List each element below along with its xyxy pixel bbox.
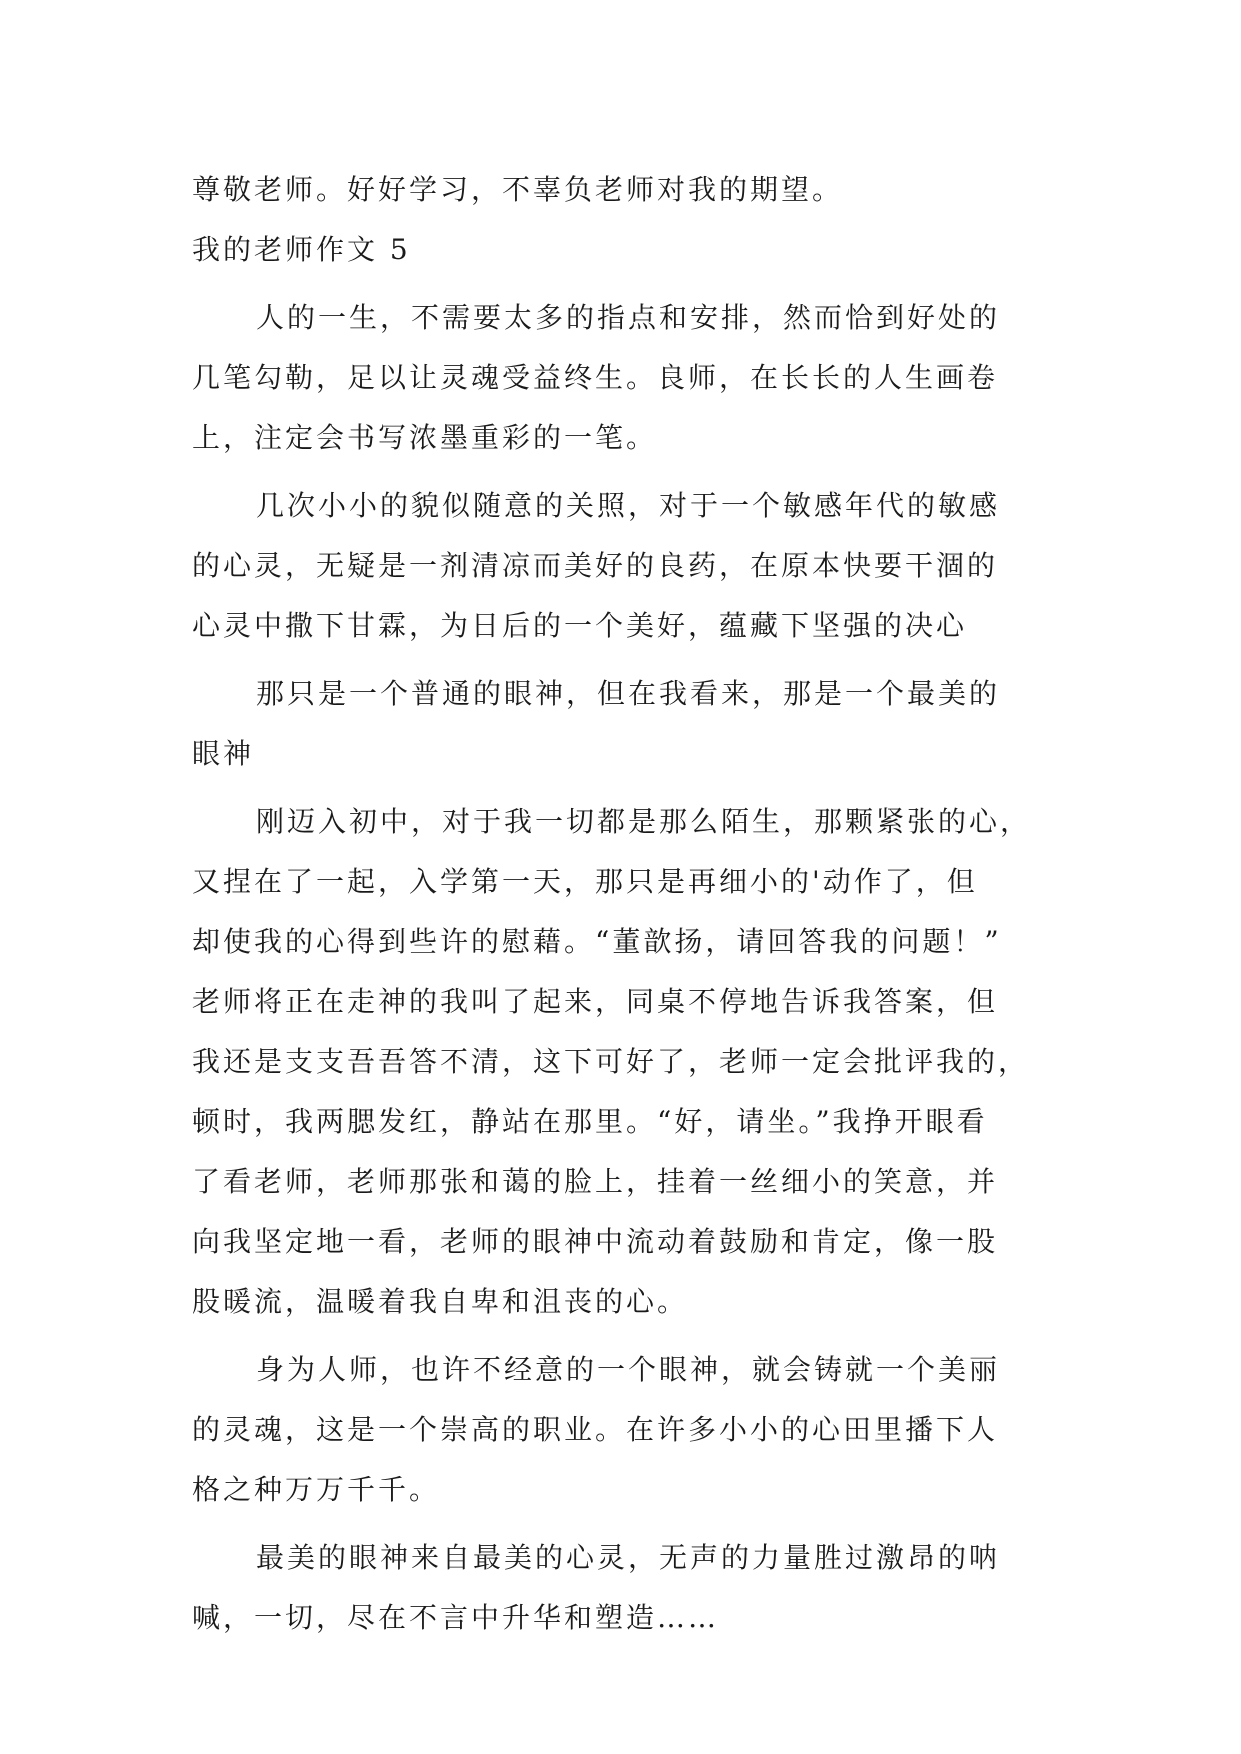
paragraph-line: 人的一生，不需要太多的指点和安排，然而恰到好处的 [256, 301, 1001, 334]
paragraph-line: 最美的眼神来自最美的心灵，无声的力量胜过激昂的呐 [256, 1541, 1001, 1574]
section-title: 我的老师作文 5 [192, 233, 411, 266]
paragraph-line: 向我坚定地一看，老师的眼神中流动着鼓励和肯定，像一股 [192, 1225, 999, 1258]
document-body [192, 160, 1052, 1648]
paragraph-line: 几次小小的貌似随意的关照，对于一个敏感年代的敏感 [256, 489, 1001, 522]
paragraph-line: 的心灵，无疑是一剂清凉而美好的良药，在原本快要干涸的 [192, 549, 999, 582]
paragraph-line: 老师将正在走神的我叫了起来，同桌不停地告诉我答案，但 [192, 985, 999, 1018]
paragraph-line: 我还是支支吾吾答不清，这下可好了，老师一定会批评我的， [192, 1045, 1030, 1078]
paragraph-line: 股暖流，温暖着我自卑和沮丧的心。 [192, 1285, 689, 1318]
paragraph-line: 喊，一切，尽在不言中升华和塑造…… [192, 1601, 720, 1634]
paragraph-line: 又捏在了一起，入学第一天，那只是再细小的'动作了，但 [192, 865, 978, 898]
paragraph-line: 了看老师，老师那张和蔼的脸上，挂着一丝细小的笑意，并 [192, 1165, 999, 1198]
paragraph-line: 那只是一个普通的眼神，但在我看来，那是一个最美的 [256, 677, 1001, 710]
paragraph-line: 上，注定会书写浓墨重彩的一笔。 [192, 421, 658, 454]
paragraph-line: 格之种万万千千。 [192, 1473, 441, 1506]
paragraph-line: 顿时，我两腮发红，静站在那里。“好，请坐。”我挣开眼看 [192, 1105, 988, 1138]
paragraph-line: 心灵中撒下甘霖，为日后的一个美好，蕴藏下坚强的决心 [192, 609, 968, 642]
paragraph-line: 身为人师，也许不经意的一个眼神，就会铸就一个美丽 [256, 1353, 1001, 1386]
paragraph-line: 几笔勾勒，足以让灵魂受益终生。良师，在长长的人生画卷 [192, 361, 999, 394]
paragraph-line: 却使我的心得到些许的慰藉。“董歆扬，请回答我的问题！” [192, 925, 1002, 958]
paragraph-line: 眼神 [192, 737, 255, 770]
text-line: 尊敬老师。好好学习，不辜负老师对我的期望。 [192, 173, 844, 206]
paragraph-line: 的灵魂，这是一个崇高的职业。在许多小小的心田里播下人 [192, 1413, 999, 1446]
paragraph-line: 刚迈入初中，对于我一切都是那么陌生，那颗紧张的心， [256, 805, 1032, 838]
